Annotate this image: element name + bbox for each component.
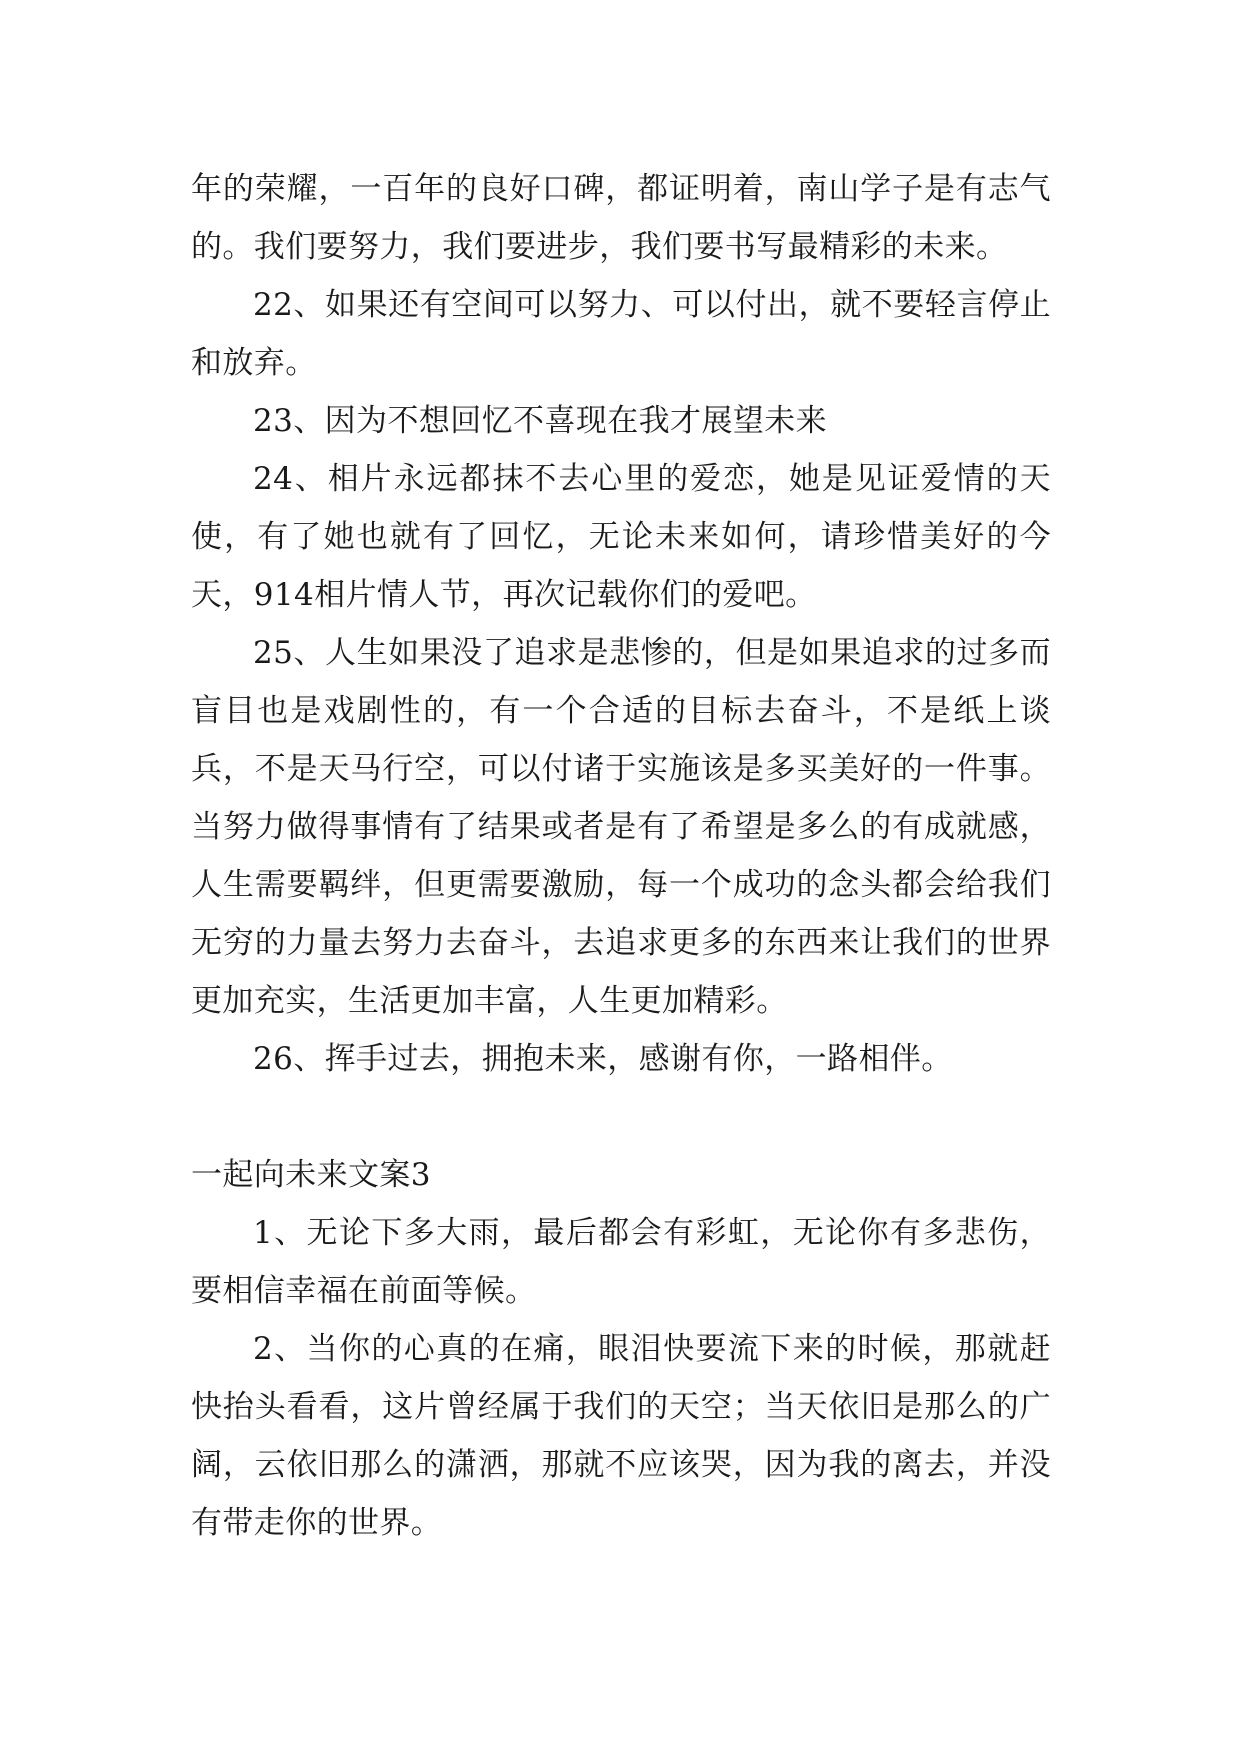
paragraph: 25、人生如果没了追求是悲惨的，但是如果追求的过多而盲目也是戏剧性的，有一个合适的目标去奋斗，不是纸上谈兵，不是天马行空，可以付诸于实施该是多买美好的一件事。当努力做得事情有了结果或者是有了希望是多么的有成就感，人生需要羁绊，但更需要激励，每一个成功的念头都会给我们无穷的力量去努力去奋斗，去追求更多的东西来让我们的世界更加充实，生活更加丰富，人生更加精彩。 [191, 635, 1051, 1019]
section-spacer [191, 1088, 1051, 1146]
document-body [191, 160, 1051, 1552]
paragraph: 23、因为不想回忆不喜现在我才展望未来 [253, 403, 828, 439]
section-title: 一起向未来文案3 [191, 1157, 431, 1193]
paragraph: 24、相片永远都抹不去心里的爱恋，她是见证爱情的天使，有了她也就有了回忆，无论未来如何，请珍惜美好的今天，914相片情人节，再次记载你们的爱吧。 [191, 461, 1051, 613]
paragraph: 1、无论下多大雨，最后都会有彩虹，无论你有多悲伤，要相信幸福在前面等候。 [191, 1215, 1051, 1309]
paragraph: 年的荣耀，一百年的良好口碑，都证明着，南山学子是有志气的。我们要努力，我们要进步，我们要书写最精彩的未来。 [191, 171, 1051, 265]
paragraph: 2、当你的心真的在痛，眼泪快要流下来的时候，那就赶快抬头看看，这片曾经属于我们的天空；当天依旧是那么的广阔，云依旧那么的潇洒，那就不应该哭，因为我的离去，并没有带走你的世界。 [191, 1331, 1051, 1541]
paragraph: 22、如果还有空间可以努力、可以付出，就不要轻言停止和放弃。 [191, 287, 1051, 381]
paragraph: 26、挥手过去，拥抱未来，感谢有你，一路相伴。 [253, 1041, 953, 1077]
